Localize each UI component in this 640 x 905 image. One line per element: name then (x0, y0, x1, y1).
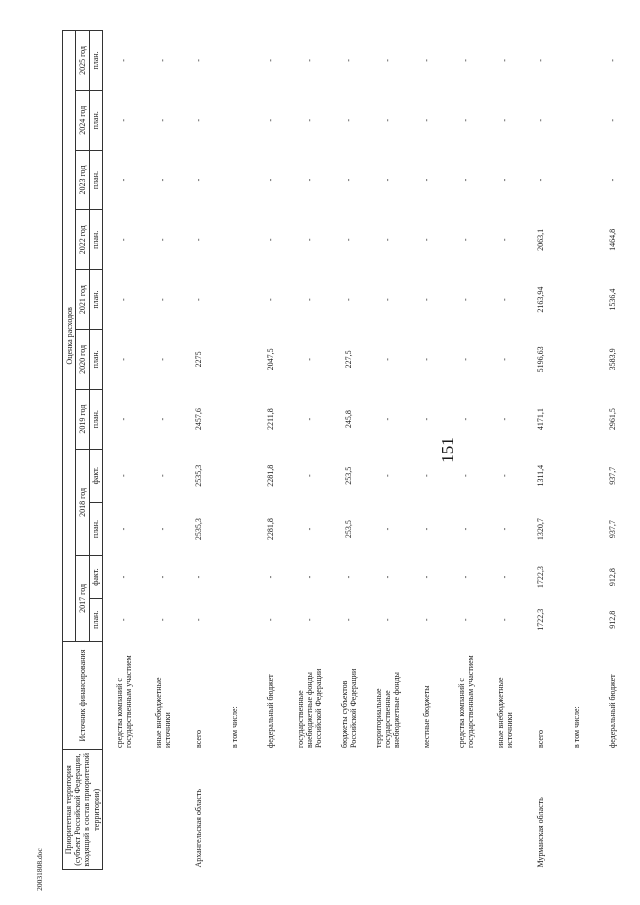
value-cell: - (461, 59, 471, 62)
value-cell (217, 502, 253, 555)
table-row (331, 31, 367, 870)
value-cell: - (383, 527, 393, 531)
value-cell (217, 210, 253, 270)
value-cell: - (383, 238, 393, 242)
value-cell: - (422, 575, 432, 579)
value-cell: - (500, 618, 510, 622)
header-expense-estimate: Оценка расходов (63, 31, 76, 642)
value-cell: - (422, 417, 432, 421)
value-cell (559, 270, 595, 330)
value-cell (217, 389, 253, 449)
value-cell: 2281,8 (266, 518, 276, 541)
subheader-plan: план. (89, 31, 102, 91)
value-cell: 253,5 (344, 520, 354, 539)
table-row (145, 31, 181, 870)
value-cell: 937,7 (608, 466, 618, 485)
territory-cell (331, 750, 367, 870)
value-cell: - (500, 575, 510, 579)
value-cell: 3583,9 (608, 348, 618, 371)
territory-cell (217, 750, 253, 870)
value-cell: - (500, 474, 510, 478)
value-cell: - (500, 298, 510, 301)
value-cell: - (500, 417, 510, 421)
value-cell: 1320,7 (536, 518, 546, 541)
value-cell: - (266, 298, 276, 301)
value-cell: - (119, 178, 129, 182)
header-source: Источник финансирования (63, 641, 103, 750)
value-cell: - (344, 618, 354, 622)
table-row (445, 31, 487, 870)
value-cell (217, 449, 253, 502)
value-cell: - (461, 178, 471, 182)
value-cell: - (266, 575, 276, 579)
value-cell: - (608, 178, 618, 182)
value-cell: - (305, 417, 315, 421)
value-cell: 5196,63 (536, 346, 546, 373)
value-cell (559, 598, 595, 641)
value-cell: 2163,94 (536, 286, 546, 313)
value-cell (559, 90, 595, 150)
subheader-plan: план. (89, 598, 102, 641)
header-year-2024: 2024 год (76, 90, 89, 150)
value-cell: - (305, 527, 315, 531)
value-cell: - (119, 118, 129, 122)
value-cell: - (119, 417, 129, 421)
subheader-plan: план. (89, 502, 102, 555)
value-cell: - (194, 178, 204, 182)
table-row (289, 31, 331, 870)
value-cell: - (266, 238, 276, 242)
value-cell: - (158, 118, 168, 122)
value-cell: - (344, 118, 354, 122)
value-cell: - (305, 238, 315, 242)
source-cell: федеральный бюджет (608, 674, 618, 748)
value-cell: - (461, 238, 471, 242)
header-year-2020: 2020 год (76, 329, 89, 389)
value-cell: - (500, 527, 510, 531)
value-cell: - (158, 358, 168, 361)
header-year-2025: 2025 год (76, 31, 89, 91)
value-cell: - (461, 298, 471, 301)
value-cell: - (305, 59, 315, 62)
value-cell: - (422, 474, 432, 478)
value-cell: 2047,5 (266, 348, 276, 371)
header-year-2021: 2021 год (76, 270, 89, 330)
value-cell: - (383, 575, 393, 579)
subheader-plan: план. (89, 389, 102, 449)
value-cell: - (194, 298, 204, 301)
source-cell: в том числе: (230, 706, 240, 748)
value-cell (559, 389, 595, 449)
value-cell: - (119, 358, 129, 361)
value-cell: - (266, 118, 276, 122)
territory-cell: Мурманская область (536, 797, 546, 868)
value-cell: - (422, 618, 432, 622)
value-cell: 245,8 (344, 410, 354, 429)
value-cell (559, 31, 595, 91)
value-cell: - (461, 474, 471, 478)
value-cell: - (500, 118, 510, 122)
value-cell: 2063,1 (536, 228, 546, 251)
value-cell: 2211,8 (266, 408, 276, 430)
value-cell: - (422, 59, 432, 62)
value-cell: - (194, 59, 204, 62)
value-cell: - (383, 118, 393, 122)
header-year-2023: 2023 год (76, 150, 89, 210)
value-cell: - (158, 575, 168, 579)
value-cell: - (500, 358, 510, 361)
value-cell: - (305, 118, 315, 122)
value-cell: 253,5 (344, 466, 354, 485)
source-cell: в том числе: (572, 706, 582, 748)
value-cell: 912,8 (608, 568, 618, 587)
value-cell: - (194, 238, 204, 242)
source-cell: федеральный бюджет (266, 674, 276, 748)
value-cell: - (422, 358, 432, 361)
table-row (217, 31, 253, 870)
header-year-2022: 2022 год (76, 210, 89, 270)
value-cell: 2457,6 (194, 408, 204, 431)
territory-cell: Архангельская область (194, 788, 204, 868)
value-cell (217, 329, 253, 389)
territory-cell (595, 750, 631, 870)
source-cell: территориальные государственные внебюджетные фонды (373, 672, 402, 748)
value-cell: - (536, 59, 546, 62)
value-cell: - (344, 59, 354, 62)
table-row (181, 31, 217, 870)
value-cell: - (194, 618, 204, 622)
subheader-plan: план. (89, 270, 102, 330)
value-cell (559, 449, 595, 502)
value-cell: - (305, 358, 315, 361)
value-cell: - (119, 618, 129, 622)
value-cell: - (158, 618, 168, 622)
value-cell: - (305, 575, 315, 579)
value-cell (559, 210, 595, 270)
subheader-plan: план. (89, 150, 102, 210)
territory-cell (487, 750, 523, 870)
territory-cell (409, 750, 445, 870)
value-cell (217, 90, 253, 150)
source-cell: бюджеты субъектов Российской Федерации (339, 668, 358, 748)
value-cell: - (500, 59, 510, 62)
footer-filename: 20031808.doc (34, 848, 44, 891)
territory-cell (445, 750, 487, 870)
value-cell: - (119, 575, 129, 579)
value-cell: - (158, 527, 168, 531)
value-cell (217, 556, 253, 599)
value-cell: 2275 (194, 351, 204, 368)
value-cell: - (158, 417, 168, 421)
value-cell: 2961,5 (608, 408, 618, 431)
source-cell: средства компаний с государственным участием (456, 655, 475, 748)
value-cell: 1536,4 (608, 288, 618, 311)
source-cell: всего (536, 729, 546, 748)
value-cell: - (500, 178, 510, 182)
value-cell: - (461, 417, 471, 421)
subheader-plan: план. (89, 210, 102, 270)
value-cell: - (422, 118, 432, 122)
value-cell: - (158, 178, 168, 182)
value-cell: - (119, 527, 129, 531)
territory-cell (253, 750, 289, 870)
value-cell: - (500, 238, 510, 242)
source-cell: иные внебюджетные источники (495, 677, 514, 748)
value-cell: - (305, 618, 315, 622)
value-cell: - (305, 298, 315, 301)
table-body (102, 31, 631, 870)
source-cell: всего (194, 729, 204, 748)
header-year-2018: 2018 год (76, 449, 89, 556)
value-cell: - (422, 238, 432, 242)
table-row (559, 31, 595, 870)
table-row (523, 31, 559, 870)
value-cell: - (266, 618, 276, 622)
value-cell: - (158, 298, 168, 301)
value-cell: - (194, 118, 204, 122)
value-cell: 1311,4 (536, 464, 546, 487)
value-cell: - (305, 474, 315, 478)
value-cell: - (422, 527, 432, 531)
header-year-2019: 2019 год (76, 389, 89, 449)
value-cell (559, 502, 595, 555)
value-cell: - (266, 178, 276, 182)
rotated-table-container (62, 30, 632, 870)
value-cell: 2535,3 (194, 518, 204, 541)
value-cell: 4171,1 (536, 408, 546, 431)
value-cell: - (383, 417, 393, 421)
territory-cell (102, 750, 145, 870)
value-cell: - (305, 178, 315, 182)
subheader-fact: факт. (89, 449, 102, 502)
value-cell: - (119, 298, 129, 301)
value-cell: - (608, 59, 618, 62)
value-cell (559, 150, 595, 210)
territory-cell (145, 750, 181, 870)
value-cell: - (344, 238, 354, 242)
value-cell (217, 31, 253, 91)
table-row (253, 31, 289, 870)
value-cell: 227,5 (344, 350, 354, 369)
header-territory: Приоритетная территория (субъект Российской Федерации, входящий в состав приоритетной территории) (63, 750, 103, 870)
table-row (409, 31, 445, 870)
subheader-plan: план. (89, 329, 102, 389)
value-cell: - (461, 527, 471, 531)
value-cell: 2535,3 (194, 464, 204, 487)
value-cell: - (461, 618, 471, 622)
source-cell: средства компаний с государственным участием (114, 655, 133, 748)
value-cell: - (383, 59, 393, 62)
value-cell: - (158, 238, 168, 242)
value-cell: 912,8 (608, 610, 618, 629)
page-number: 151 (437, 437, 457, 463)
value-cell: - (536, 178, 546, 182)
value-cell: - (461, 575, 471, 579)
value-cell (217, 270, 253, 330)
source-cell: иные внебюджетные источники (153, 677, 172, 748)
value-cell: - (383, 618, 393, 622)
value-cell: 2281,8 (266, 464, 276, 487)
value-cell: - (608, 118, 618, 122)
source-cell: местные бюджеты (422, 685, 432, 748)
value-cell: - (119, 238, 129, 242)
value-cell: - (158, 474, 168, 478)
value-cell: - (422, 298, 432, 301)
value-cell: - (383, 474, 393, 478)
value-cell: - (383, 178, 393, 182)
value-cell: 1464,8 (608, 228, 618, 251)
value-cell: - (119, 474, 129, 478)
table-row (595, 31, 631, 870)
value-cell: - (344, 298, 354, 301)
value-cell: - (266, 59, 276, 62)
value-cell: - (383, 298, 393, 301)
value-cell: - (158, 59, 168, 62)
value-cell: - (461, 358, 471, 361)
value-cell: - (383, 358, 393, 361)
value-cell: 1722,3 (536, 566, 546, 589)
subheader-plan: план. (89, 90, 102, 150)
table-row (367, 31, 409, 870)
value-cell: 937,7 (608, 520, 618, 539)
value-cell (217, 150, 253, 210)
territory-cell (289, 750, 331, 870)
subheader-fact: факт. (89, 556, 102, 599)
value-cell (217, 598, 253, 641)
value-cell: - (194, 575, 204, 579)
value-cell: - (461, 118, 471, 122)
territory-cell (559, 750, 595, 870)
table-row (102, 31, 145, 870)
source-cell: государственные внебюджетные фонды Российской Федерации (295, 668, 324, 748)
budget-table (62, 30, 631, 870)
value-cell: - (536, 118, 546, 122)
header-year-2017: 2017 год (76, 556, 89, 641)
value-cell: - (344, 575, 354, 579)
value-cell: - (119, 59, 129, 62)
value-cell: 1722,3 (536, 608, 546, 631)
territory-cell (367, 750, 409, 870)
value-cell (559, 556, 595, 599)
value-cell: - (344, 178, 354, 182)
value-cell (559, 329, 595, 389)
table-row (487, 31, 523, 870)
value-cell: - (422, 178, 432, 182)
